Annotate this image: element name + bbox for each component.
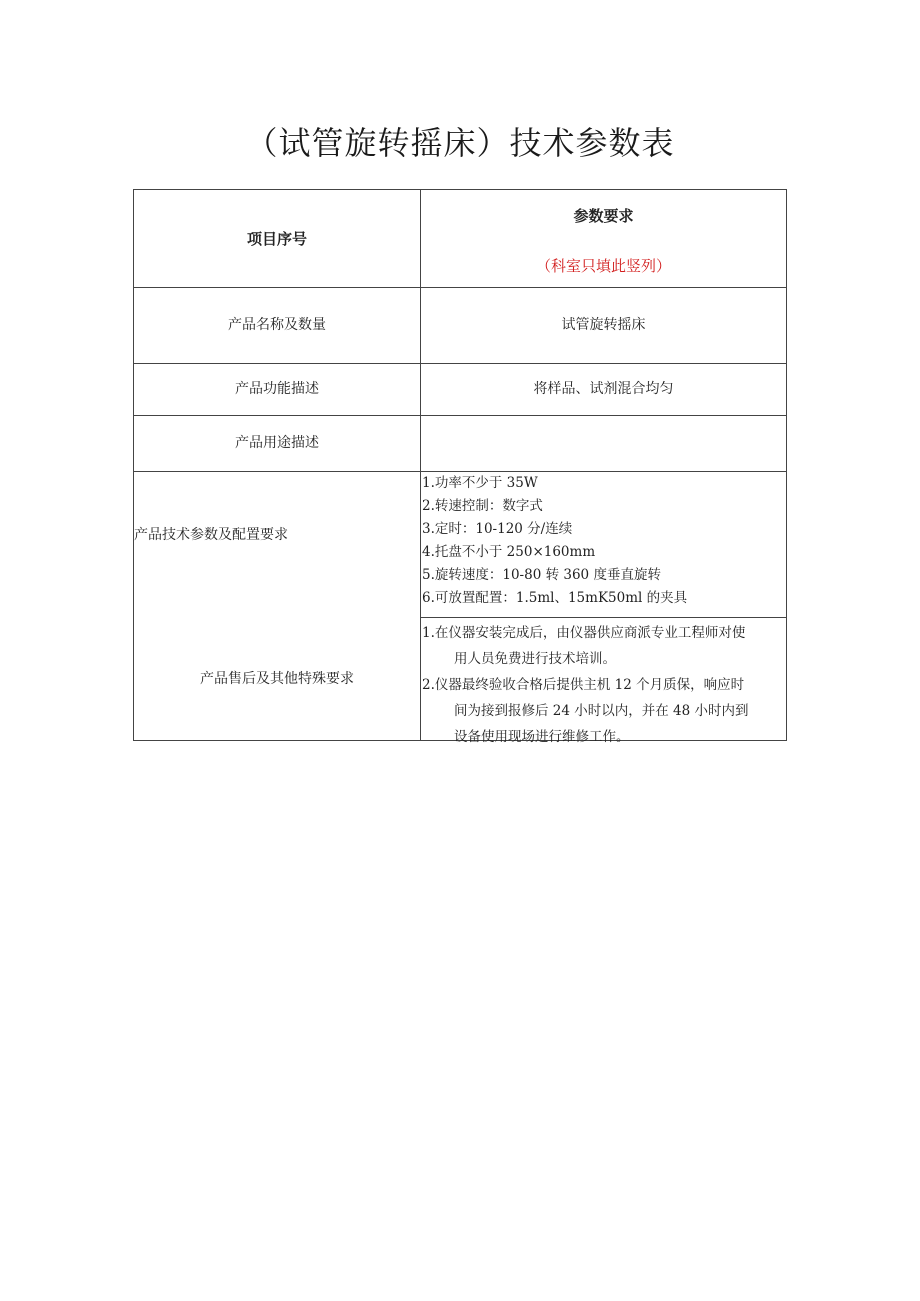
list-item-continuation: 用人员免费进行技术培训。 (454, 651, 616, 667)
row-function-value: 将样品、试剂混合均匀 (533, 381, 674, 398)
row-usage-value (421, 416, 786, 471)
header-param-note: （科室只填此竖列） (535, 257, 671, 275)
row-usage-label: 产品用途描述 (235, 435, 319, 452)
page-title: （试管旋转摇床）技术参数表 (245, 124, 675, 162)
row-specs-label: 产品技术参数及配置要求 (134, 527, 288, 543)
header-param-label: 参数要求 (573, 207, 634, 225)
header-item-cell: 项目序号 (246, 229, 307, 248)
row-service-list (422, 620, 784, 750)
list-item-continuation: 设备使用现场进行维修工作。 (454, 729, 630, 745)
row-specs-list (422, 472, 784, 610)
list-item: 1.功率不少于 35W (422, 475, 538, 491)
list-item: 3.定时：10-120 分/连续 (422, 521, 573, 537)
spec-table (133, 189, 787, 745)
list-item: 4.托盘不小于 250×160mm (422, 544, 596, 560)
row-name-label: 产品名称及数量 (228, 317, 326, 334)
list-item: 2.仪器最终验收合格后提供主机 12 个月质保，响应时 (422, 677, 745, 693)
list-item: 5.旋转速度：10-80 转 360 度垂直旋转 (422, 567, 661, 583)
row-service-label: 产品售后及其他特殊要求 (200, 670, 354, 687)
row-divider (420, 617, 786, 618)
row-name-value: 试管旋转摇床 (561, 317, 646, 334)
list-item: 2.转速控制：数字式 (422, 498, 543, 514)
row-function-label: 产品功能描述 (235, 381, 319, 398)
list-item: 1.在仪器安装完成后，由仪器供应商派专业工程师对使 (422, 625, 746, 641)
list-item-continuation: 间为接到报修后 24 小时以内，并在 48 小时内到 (454, 703, 749, 719)
list-item: 6.可放置配置：1.5ml、15mK50ml 的夹具 (422, 590, 688, 606)
